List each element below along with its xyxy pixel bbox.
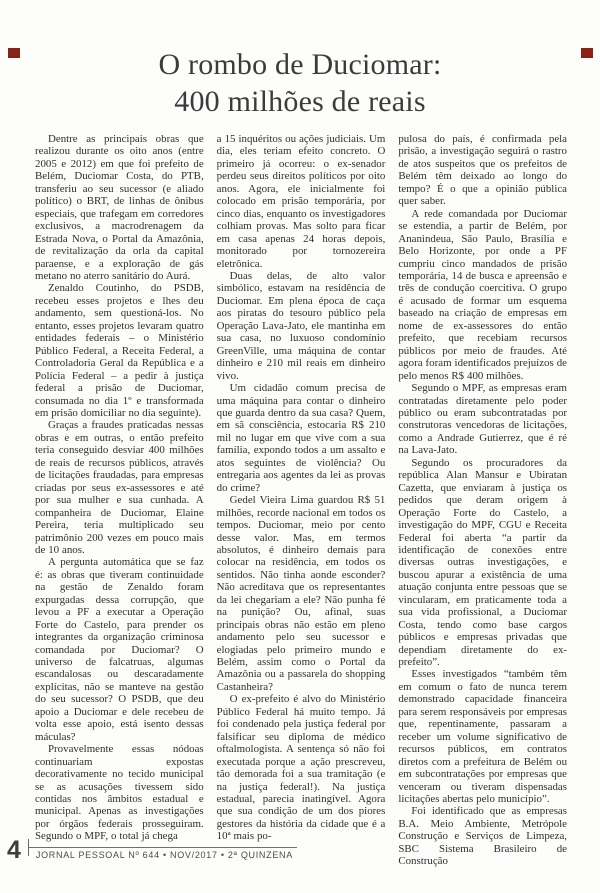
paragraph: Dentre as principais obras que realizou durante os oito anos (entre 2005 e 2012) em que foi prefeito de Belém, Duciomar Costa, do PTB, transferiu ao seu sucessor (e aliado político) o BRT, de linhas de ônibus especiais, que trafegam em corredores exclusivos, a macrodrenagem da Estrada Nova, o Portal da Amazônia, de revitalização da orla da capital paraense, e a exploração de gás metano no aterro sanitário do Aurá. xyxy=(35,133,204,282)
paragraph: Foi identificado que as empresas B.A. Meio Ambiente, Metrópole Construção e Serviços de Limpeza, SBC Sistema Brasileiro de Construção xyxy=(398,805,568,868)
paragraph: Graças a fraudes praticadas nessas obras e em outras, o então prefeito teria conseguido desviar 400 milhões de reais de recursos públicos, através de licitações fraudadas, para empresas criadas por seus ex-assessores e até por sua mulher e sua cunhada. A companheira de Duciomar, Elaine Pereira, teria multiplicado seu patrimônio 200 vezes em pouco mais de 10 anos. xyxy=(35,419,204,556)
page-number: 4 xyxy=(7,836,21,864)
paragraph: A rede comandada por Duciomar se estendia, a partir de Belém, por Ananindeua, São Paulo, Brasília e Belo Horizonte, por onde a PF cumpriu cinco mandados de prisão temporária, 14 de busca e apreensão e três de condução coercitiva. O grupo é acusado de formar um esquema baseado na criação de empresas em nome de ex-assessores do então prefeito, que recebiam recursos públicos por meio de fraudes. Até agora foram identificados prejuízos de pelo menos R$ 400 milhões. xyxy=(398,207,568,382)
paragraph: Um cidadão comum precisa de uma máquina para contar o dinheiro que guarda dentro da sua casa? Quem, em sã consciência, estocaria R$ 210 mil no lugar em que vive com a sua família, expondo todos a um assalto e atos seguintes de violência? Ou entregaria aos agentes da lei as provas do crime? xyxy=(216,382,386,494)
paragraph: O ex-prefeito é alvo do Ministério Público Federal há muito tempo. Já foi condenado pela justiça federal por falsificar seu diploma de médico oftalmologista. A sentença só não foi executada porque a ação prescreveu, tão demorada foi a sua tramitação (e na justiça federal!). Na justiça estadual, parecia inatingível. Agora que sua condição de um dos piores gestores da história da cidade que é a 10ª mais po- xyxy=(216,693,386,843)
paragraph-continuation: a 15 inquéritos ou ações judiciais. Um dia, eles teriam efeito concreto. O primeiro já ocorreu: o ex-senador perdeu seus direitos políticos por oito anos. Agora, ele inicialmente foi colocado em prisão temporária, por cinco dias, enquanto os investigadores colhiam provas. Mas solto para ficar em casa apenas 24 horas depois, monitorado por tornozereira eletrônica. xyxy=(216,133,386,270)
paragraph: Esses investigados “também têm em comum o fato de nunca terem demonstrado capacidade financeira para serem responsáveis por empresas que, repentinamente, passaram a receber um volume significativo de recursos públicos, em contratos diretos com a prefeitura de Belém ou em subcontratações por empresas que venceram ou tiveram dispensadas licitações abertas pelo município”. xyxy=(398,668,568,806)
paragraph: A pergunta automática que se faz é: as obras que tiveram continuidade na gestão de Zenaldo foram expurgadas dessa corrupção, que levou a PF a executar a Operação Forte do Castelo, para prender os integrantes da organização criminosa comandada por Duciomar? O universo de falcatruas, algumas escandalosas ou descaradamente explícitas, não se manteve na gestão do seu sucessor? O PSDB, que deu apoio a Duciomar e dele recebeu de volta esse apoio, está isento dessas máculas? xyxy=(35,556,204,743)
paragraph: Duas delas, de alto valor simbólico, estavam na residência de Duciomar. Em plena época de caça aos piratas do tesouro público pela Operação Lava-Jato, ele mantinha em sua casa, no luxuoso condomínio GreenVille, uma máquina de contar dinheiro e 210 mil reais em dinheiro vivo. xyxy=(216,269,386,382)
article-title-line1: O rombo de Duciomar: xyxy=(158,48,442,81)
paragraph: Segundo os procuradores da república Alan Mansur e Ubiratan Cazetta, que enviaram à justiça os pedidos que deram origem à Operação Forte do Castelo, a investigação do MPF, CGU e Receita Federal foi aberta “a partir da identificação de conexões entre diversas outras investigações, e buscou apurar a existência de uma atuação conjunta entre pessoas que se vincularam, em praticamente toda a sua vida profissional, a Duciomar Costa, tendo como base cargos públicos e empresas privadas que dependiam diretamente do ex-prefeito”. xyxy=(398,456,568,669)
print-registration-mark-left xyxy=(8,48,20,58)
page-footer xyxy=(7,838,297,862)
paragraph-continuation: pulosa do país, é confirmada pela prisão, a investigação seguirá o rastro de atos suspeitos que os prefeitos de Belém têm deixado ao longo do tempo? É o que a opinião pública quer saber. xyxy=(398,133,568,208)
footer-issue-line: JORNAL PESSOAL Nº 644 • NOV/2017 • 2ª QUINZENA xyxy=(29,847,297,860)
article-body xyxy=(35,133,567,868)
print-registration-mark-right xyxy=(581,48,593,58)
paragraph: Provavelmente essas nódoas continuariam expostas decorativamente no tecido municipal se as acusações tivessem sido contidas nos âmbitos estadual e municipal. Apenas as investigações por órgãos federais prosseguiram. Segundo o MPF, o total já chega xyxy=(35,743,204,843)
text-column-1 xyxy=(35,133,204,868)
paragraph: Segundo o MPF, as empresas eram contratadas diretamente pelo poder público ou eram subcontratadas por construtoras vencedoras de licitações, como a Andrade Gutierrez, que é ré na Lava-Jato. xyxy=(398,382,568,457)
paragraph: Zenaldo Coutinho, do PSDB, recebeu esses projetos e lhes deu andamento, sem questioná-los. No entanto, esses projetos levaram quatro entidades federais – o Ministério Público Federal, a Receita Federal, a Controladoria Geral da República e a Polícia Federal – a pedir à justiça federal a prisão de Duciomar, consumada no dia 1º e transformada em prisão domiciliar no dia seguinte). xyxy=(35,282,204,419)
text-column-3 xyxy=(398,133,567,868)
paragraph: Gedel Vieira Lima guardou R$ 51 milhões, recorde nacional em todos os tempos. Duciomar, meio por cento desse valor. Mas, em termos absolutos, é dinheiro demais para colocar na residência, em todos os sentidos. Não tinha aonde esconder? Não acreditava que os representantes da lei chegariam a ele? Não punha fé na punição? Ou, afinal, suas principais obras não estão em pleno andamento pelo seu sucessor e elogiadas pelo primeiro mundo e Belém, assim como o Portal da Amazônia ou a passarela do shopping Castanheira? xyxy=(216,494,386,693)
article-title-line2: 400 milhões de reais xyxy=(174,85,426,118)
text-column-2 xyxy=(217,133,386,868)
article-title xyxy=(30,46,570,120)
